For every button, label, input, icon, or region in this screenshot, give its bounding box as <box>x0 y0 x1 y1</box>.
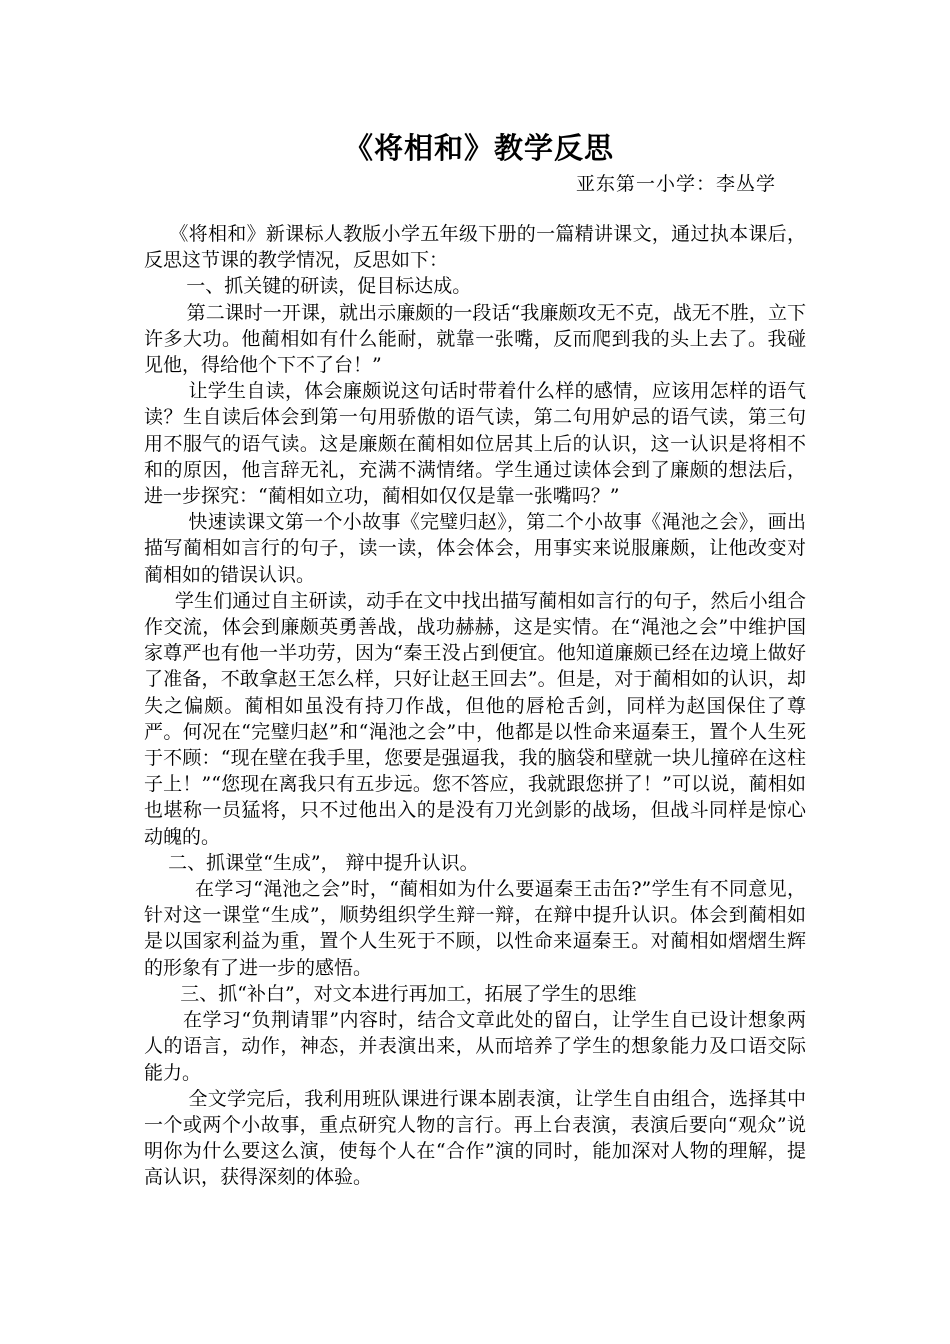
document-body <box>144 221 806 1191</box>
paragraph: 快速读课文第一个小故事《完璧归赵》，第二个小故事《渑池之会》，画出描写蔺相如言行的句子，读一读，体会体会，用事实来说服廉颇，让他改变对蔺相如的错误认识。 <box>144 511 806 586</box>
paragraph: 第二课时一开课，就出示廉颇的一段话“我廉颇攻无不克，战无不胜，立下许多大功。他蔺相如有什么能耐，就靠一张嘴，反而爬到我的头上去了。我碰见他，得给他个下不了台！” <box>144 301 806 377</box>
paragraph: 全文学完后，我利用班队课进行课本剧表演，让学生自由组合，选择其中一个或两个小故事，重点研究人物的言行。再上台表演，表演后要向“观众”说明你为什么要这么演，使每个人在“合作”演的同时，能加深对人物的理解，提高认识，获得深刻的体验。 <box>144 1087 806 1189</box>
paragraph: 学生们通过自主研读，动手在文中找出描写蔺相如言行的句子，然后小组合作交流，体会到廉颇英勇善战，战功赫赫，这是实情。在“渑池之会”中维护国家尊严也有他一半功劳，因为“秦王没占到便宜。他知道廉颇已经在边境上做好了准备，不敢拿赵王怎么样，只好让赵王回去”。但是，对于蔺相如的认识，却失之偏颇。蔺相如虽没有持刀作战，但他的唇枪舌剑，同样为赵国保住了尊严。何况在“完璧归赵”和“渑池之会”中，他都是以性命来逼秦王，置个人生死于不顾：“现在壁在我手里，您要是强逼我，我的脑袋和壁就一块儿撞碎在这柱子上！”“您现在离我只有五步远。您不答应，我就跟您拼了！”可以说，蔺相如也堪称一员猛将，只不过他出入的是没有刀光剑影的战场，但战斗同样是惊心动魄的。 <box>144 589 806 848</box>
section-heading: 二、抓课堂“生成”， 辩中提升认识。 <box>144 851 479 874</box>
section-heading: 三、抓“补白”，对文本进行再加工，拓展了学生的思维 <box>144 982 637 1005</box>
paragraph: 《将相和》新课标人教版小学五年级下册的一篇精讲课文，通过执本课后，反思这节课的教学情况，反思如下： <box>144 223 806 272</box>
author-line: 亚东第一小学：李丛学 <box>575 173 776 195</box>
paragraph: 在学习“负荆请罪”内容时，结合文章此处的留白，让学生自已设计想象两人的语言，动作，神态，并表演出来，从而培养了学生的想象能力及口语交际能力。 <box>144 1009 806 1084</box>
section-heading: 一、抓关键的研读，促目标达成。 <box>144 275 472 298</box>
document-page <box>144 126 806 1191</box>
document-title: 《将相和》教学反思 <box>343 131 614 165</box>
paragraph: 在学习“渑池之会”时，“蔺相如为什么要逼秦王击缶?”学生有不同意见，针对这一课堂“生成”，顺势组织学生辩一辩，在辩中提升认识。体会到蔺相如是以国家利益为重，置个人生死于不顾，以性命来逼秦王。对蔺相如熠熠生辉的形象有了进一步的感悟。 <box>144 878 806 979</box>
paragraph: 让学生自读，体会廉颇说这句话时带着什么样的感情，应该用怎样的语气读？生自读后体会到第一句用骄傲的语气读，第二句用妒忌的语气读，第三句用不服气的语气读。这是廉颇在蔺相如位居其上后的认识，这一认识是将相不和的原因，他言辞无礼，充满不满情绪。学生通过读体会到了廉颇的想法后，进一步探究：“蔺相如立功，蔺相如仅仅是靠一张嘴吗？” <box>144 380 806 508</box>
